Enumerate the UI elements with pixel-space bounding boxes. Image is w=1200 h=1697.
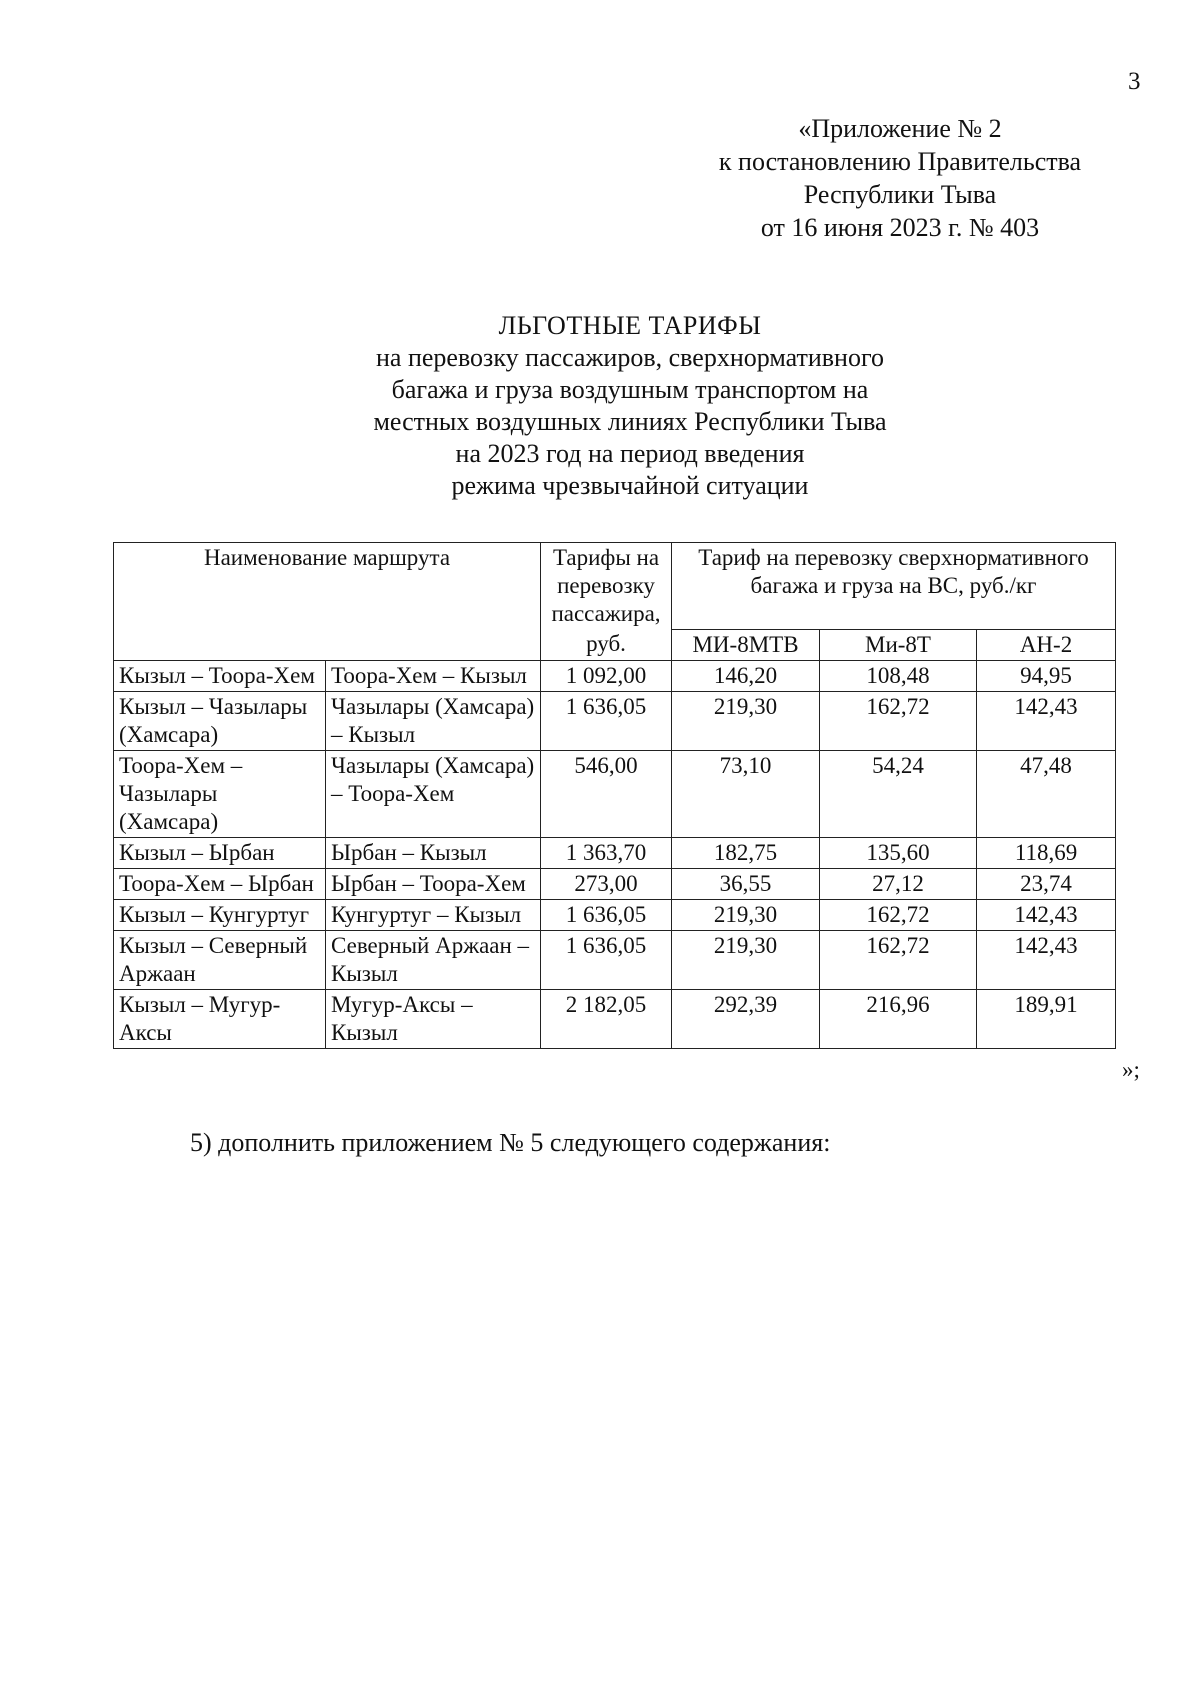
header-aircraft-an2: АН-2 (977, 629, 1116, 660)
cargo-an2-cell: 142,43 (977, 930, 1116, 989)
route-from-cell: Кызыл – Северный Аржаан (114, 930, 326, 989)
tariff-table (113, 542, 1116, 1049)
appendix-line-2: к постановлению Правительства (718, 147, 1082, 176)
cargo-mi8mtv-cell: 219,30 (672, 899, 820, 930)
subtitle-line: режима чрезвычайной ситуации (451, 471, 809, 500)
route-back-cell: Чазылары (Хамсара) – Кызыл (326, 691, 541, 750)
cargo-mi8t-cell: 162,72 (820, 899, 977, 930)
cargo-mi8t-cell: 162,72 (820, 691, 977, 750)
route-back-cell: Чазылары (Хамсара) – Тоора-Хем (326, 750, 541, 837)
cargo-an2-cell: 23,74 (977, 868, 1116, 899)
cargo-mi8mtv-cell: 292,39 (672, 989, 820, 1048)
doc-title: ЛЬГОТНЫЕ ТАРИФЫ (498, 311, 762, 340)
cargo-mi8t-cell: 216,96 (820, 989, 977, 1048)
appendix-line-4: от 16 июня 2023 г. № 403 (760, 213, 1040, 242)
passenger-tariff-cell: 1 092,00 (541, 660, 672, 691)
cargo-an2-cell: 142,43 (977, 691, 1116, 750)
cargo-an2-cell: 94,95 (977, 660, 1116, 691)
route-from-cell: Кызыл – Чазылары (Хамсара) (114, 691, 326, 750)
cargo-an2-cell: 142,43 (977, 899, 1116, 930)
cargo-mi8t-cell: 162,72 (820, 930, 977, 989)
subtitle-line: на перевозку пассажиров, сверхнормативного (376, 343, 884, 372)
route-from-cell: Кызыл – Кунгуртуг (114, 899, 326, 930)
cargo-mi8mtv-cell: 73,10 (672, 750, 820, 837)
passenger-tariff-cell: 1 363,70 (541, 837, 672, 868)
title-block (230, 310, 1030, 502)
route-back-cell: Северный Аржаан – Кызыл (326, 930, 541, 989)
header-passenger-unit: руб. (541, 629, 672, 660)
cargo-mi8t-cell: 108,48 (820, 660, 977, 691)
table-row (114, 868, 1116, 899)
table-row (114, 837, 1116, 868)
passenger-tariff-cell: 1 636,05 (541, 899, 672, 930)
cargo-mi8t-cell: 27,12 (820, 868, 977, 899)
header-route: Наименование маршрута (114, 543, 541, 661)
table-row (114, 660, 1116, 691)
table-row (114, 989, 1116, 1048)
subtitle-line: местных воздушных линиях Республики Тыва (373, 407, 887, 436)
cargo-an2-cell: 189,91 (977, 989, 1116, 1048)
cargo-an2-cell: 118,69 (977, 837, 1116, 868)
route-from-cell: Кызыл – Ырбан (114, 837, 326, 868)
header-cargo: Тариф на перевозку сверхнормативного багажа и груза на ВС, руб./кг (672, 543, 1116, 630)
cargo-mi8mtv-cell: 36,55 (672, 868, 820, 899)
subtitle-line: на 2023 год на период введения (455, 439, 805, 468)
passenger-tariff-cell: 1 636,05 (541, 930, 672, 989)
header-passenger: Тарифы на перевозку пассажира, (541, 543, 672, 630)
route-back-cell: Ырбан – Кызыл (326, 837, 541, 868)
table-row (114, 750, 1116, 837)
table-row (114, 691, 1116, 750)
page-number: 3 (1128, 68, 1141, 95)
route-from-cell: Кызыл – Мугур-Аксы (114, 989, 326, 1048)
route-from-cell: Тоора-Хем – Чазылары (Хамсара) (114, 750, 326, 837)
passenger-tariff-cell: 546,00 (541, 750, 672, 837)
route-from-cell: Кызыл – Тоора-Хем (114, 660, 326, 691)
cargo-mi8t-cell: 54,24 (820, 750, 977, 837)
header-aircraft-mi8t: Ми-8Т (820, 629, 977, 660)
table-body (114, 660, 1116, 1048)
cargo-mi8mtv-cell: 146,20 (672, 660, 820, 691)
subtitle-line: багажа и груза воздушным транспортом на (391, 375, 869, 404)
cargo-mi8mtv-cell: 219,30 (672, 930, 820, 989)
passenger-tariff-cell: 273,00 (541, 868, 672, 899)
table-row (114, 899, 1116, 930)
route-back-cell: Ырбан – Тоора-Хем (326, 868, 541, 899)
appendix-header (640, 112, 1160, 244)
header-aircraft-mi8mtv: МИ-8МТВ (672, 629, 820, 660)
cargo-mi8mtv-cell: 219,30 (672, 691, 820, 750)
appendix-line-1: «Приложение № 2 (798, 114, 1002, 143)
passenger-tariff-cell: 1 636,05 (541, 691, 672, 750)
cargo-mi8t-cell: 135,60 (820, 837, 977, 868)
passenger-tariff-cell: 2 182,05 (541, 989, 672, 1048)
cargo-an2-cell: 47,48 (977, 750, 1116, 837)
table-row (114, 930, 1116, 989)
closing-mark: »; (1122, 1057, 1140, 1082)
route-back-cell: Мугур-Аксы – Кызыл (326, 989, 541, 1048)
route-back-cell: Тоора-Хем – Кызыл (326, 660, 541, 691)
table-header-row (114, 543, 1116, 630)
appendix-line-3: Республики Тыва (803, 180, 997, 209)
cargo-mi8mtv-cell: 182,75 (672, 837, 820, 868)
route-back-cell: Кунгуртуг – Кызыл (326, 899, 541, 930)
route-from-cell: Тоора-Хем – Ырбан (114, 868, 326, 899)
footer-text: 5) дополнить приложением № 5 следующего содержания: (190, 1128, 831, 1157)
